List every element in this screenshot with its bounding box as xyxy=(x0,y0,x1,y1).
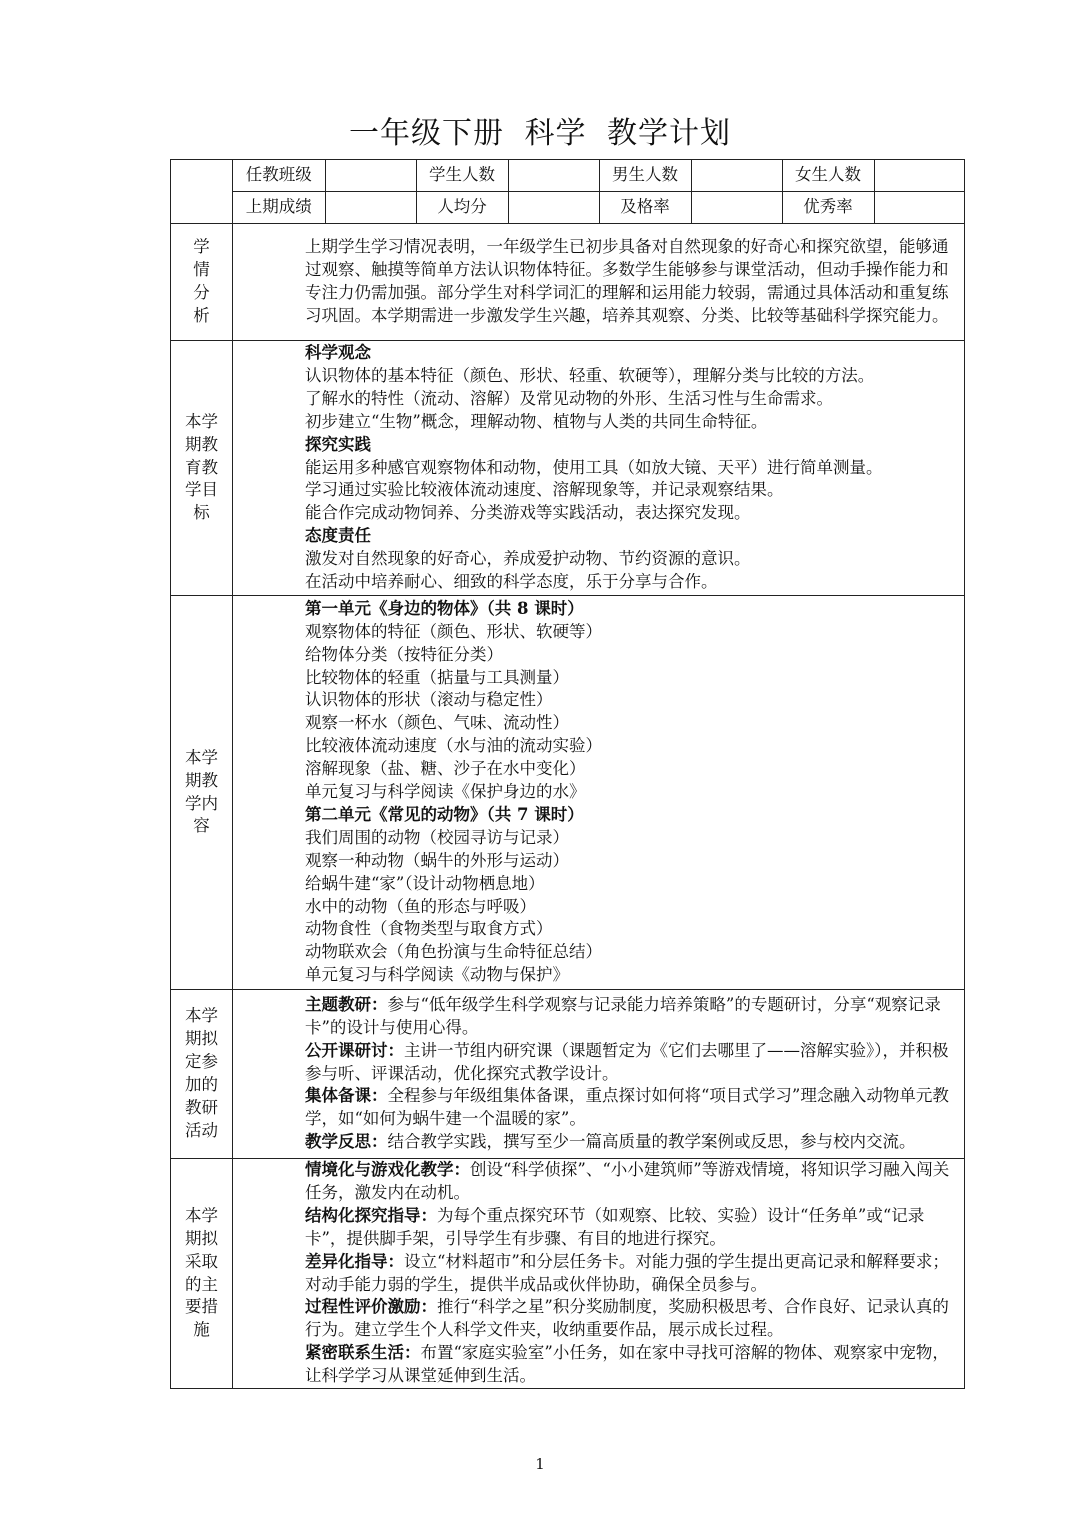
item-lead: 公开课研讨： xyxy=(305,1040,404,1060)
class-label: 任教班级 xyxy=(233,160,325,192)
students-value[interactable] xyxy=(508,160,599,192)
research-label: 本学 期拟 定参 加的 教研 活动 xyxy=(171,990,233,1159)
measure-item xyxy=(305,994,958,1040)
section-heading: 第一单元《身边的物体》（共 8 课时） xyxy=(305,598,584,618)
students-label: 学生人数 xyxy=(416,160,508,192)
content-lessons xyxy=(233,596,965,990)
list-line: 给物体分类（按特征分类） xyxy=(305,644,503,664)
item-text: 创设“科学侦探”、“小小建筑师”等游戏情境，将知识学习融入闯关任务，激发内在动机。 xyxy=(305,1160,950,1202)
item-text: 结合教学实践，撰写至少一篇高质量的教学案例或反思，参与校内交流。 xyxy=(387,1132,916,1152)
item-lead: 差异化指导： xyxy=(305,1251,404,1271)
item-text: 主讲一节组内研究课（课题暂定为《它们去哪里了——溶解实验》），并积极参与听、评课活动，优化探究式教学设计。 xyxy=(305,1040,949,1083)
section-heading: 探究实践 xyxy=(305,434,371,454)
page-number: 1 xyxy=(535,1455,545,1473)
research-row xyxy=(171,990,965,1159)
list-line: 比较液体流动速度（水与油的流动实验） xyxy=(305,736,602,756)
research-activities xyxy=(233,990,965,1159)
list-line: 单元复习与科学阅读《保护身边的水》 xyxy=(305,782,586,802)
boys-label: 男生人数 xyxy=(599,160,691,192)
measure-item xyxy=(305,1251,958,1297)
section-heading: 科学观念 xyxy=(305,343,371,363)
list-line: 观察一杯水（颜色、气味、流动性） xyxy=(305,713,569,733)
measure-item xyxy=(305,1040,958,1086)
list-line: 初步建立“生物”概念，理解动物、植物与人类的共同生命特征。 xyxy=(305,411,768,431)
item-lead: 集体备课： xyxy=(305,1086,388,1106)
section-heading: 第二单元《常见的动物》（共 7 课时） xyxy=(305,804,584,824)
goals-row xyxy=(171,341,965,596)
measure-item xyxy=(305,1205,958,1251)
teaching-plan-table xyxy=(170,159,965,1389)
item-lead: 过程性评价激励： xyxy=(305,1297,437,1317)
measure-item xyxy=(305,1131,958,1154)
class-value[interactable] xyxy=(325,160,416,192)
item-lead: 情境化与游戏化教学： xyxy=(305,1160,470,1179)
goals-content xyxy=(233,341,965,596)
measure-item xyxy=(305,1342,958,1388)
item-lead: 主题教研： xyxy=(305,994,388,1014)
list-line: 认识物体的基本特征（颜色、形状、轻重、软硬等），理解分类与比较的方法。 xyxy=(305,365,875,385)
item-text: 布置“家庭实验室”小任务，如在家中寻找可溶解的物体、观察家中宠物，让科学学习从课堂延伸到生活。 xyxy=(305,1343,949,1386)
list-line: 了解水的特性（流动、溶解）及常见动物的外形、生活习性与生命需求。 xyxy=(305,388,833,408)
pass-rate-label: 及格率 xyxy=(599,192,691,224)
list-line: 比较物体的轻重（掂量与工具测量） xyxy=(305,667,569,687)
content-row xyxy=(171,596,965,990)
measure-item xyxy=(305,1159,958,1205)
list-line: 水中的动物（鱼的形态与呼吸） xyxy=(305,896,536,916)
list-line: 观察物体的特征（颜色、形状、软硬等） xyxy=(305,621,602,641)
measure-item xyxy=(305,1085,958,1131)
content-label: 本学 期教 学内 容 xyxy=(171,596,233,990)
situation-text: 上期学生学习情况表明，一年级学生已初步具备对自然现象的好奇心和探究欲望，能够通过观察、触摸等简单方法认识物体特征。多数学生能够参与课堂活动，但动手操作能力和专注力仍需加强。部分学生对科学词汇的理解和运用能力较弱，需通过具体活动和重复练习巩固。本学期需进一步激发学生兴趣，培养其观察、分类、比较等基础科学探究能力。 xyxy=(233,224,965,341)
prev-score-value[interactable] xyxy=(325,192,416,224)
pass-rate-value[interactable] xyxy=(691,192,782,224)
list-line: 认识物体的形状（滚动与稳定性） xyxy=(305,690,553,710)
list-line: 在活动中培养耐心、细致的科学态度，乐于分享与合作。 xyxy=(305,572,718,592)
measures-row xyxy=(171,1159,965,1389)
girls-value[interactable] xyxy=(874,160,964,192)
stats-grid xyxy=(233,160,964,223)
item-lead: 教学反思： xyxy=(305,1132,388,1152)
list-line: 能合作完成动物饲养、分类游戏等实践活动，表达探究发现。 xyxy=(305,503,751,523)
item-text: 全程参与年级组集体备课，重点探讨如何将“项目式学习”理念融入动物单元教学，如“如何为蜗牛建一个温暖的家”。 xyxy=(305,1086,949,1129)
item-lead: 结构化探究指导： xyxy=(305,1205,437,1225)
goals-label: 本学 期教 育教 学目 标 xyxy=(171,341,233,596)
average-label: 人均分 xyxy=(416,192,508,224)
excellent-rate-label: 优秀率 xyxy=(782,192,874,224)
stats-row xyxy=(171,160,965,224)
situation-row xyxy=(171,224,965,341)
list-line: 溶解现象（盐、糖、沙子在水中变化） xyxy=(305,759,586,779)
section-heading: 态度责任 xyxy=(305,526,371,546)
stats-corner-cell xyxy=(171,160,233,224)
list-line: 观察一种动物（蜗牛的外形与运动） xyxy=(305,850,569,870)
item-text: 设立“材料超市”和分层任务卡。对能力强的学生提出更高记录和解释要求；对动手能力弱的学生，提供半成品或伙伴协助，确保全员参与。 xyxy=(305,1251,949,1294)
item-text: 推行“科学之星”积分奖励制度，奖励积极思考、合作良好、记录认真的行为。建立学生个人科学文件夹，收纳重要作品，展示成长过程。 xyxy=(305,1297,949,1340)
excellent-rate-value[interactable] xyxy=(874,192,964,224)
stats-cell xyxy=(233,160,965,224)
list-line: 动物食性（食物类型与取食方式） xyxy=(305,919,553,939)
prev-score-label: 上期成绩 xyxy=(233,192,325,224)
average-value[interactable] xyxy=(508,192,599,224)
item-lead: 紧密联系生活： xyxy=(305,1343,421,1363)
list-line: 学习通过实验比较液体流动速度、溶解现象等，并记录观察结果。 xyxy=(305,480,784,500)
measure-item xyxy=(305,1296,958,1342)
list-line: 我们周围的动物（校园寻访与记录） xyxy=(305,827,569,847)
list-line: 能运用多种感官观察物体和动物，使用工具（如放大镜、天平）进行简单测量。 xyxy=(305,457,883,477)
situation-label: 学 情 分 析 xyxy=(171,224,233,341)
list-line: 激发对自然现象的好奇心，养成爱护动物、节约资源的意识。 xyxy=(305,549,751,569)
item-text: 参与“低年级学生科学观察与记录能力培养策略”的专题研讨，分享“观察记录卡”的设计与使用心得。 xyxy=(305,994,941,1037)
document-title: 一年级下册 科学 教学计划 xyxy=(348,116,732,151)
item-text: 为每个重点探究环节（如观察、比较、实验）设计“任务单”或“记录卡”，提供脚手架，引导学生有步骤、有目的地进行探究。 xyxy=(305,1205,925,1248)
measures-list xyxy=(233,1159,965,1389)
list-line: 动物联欢会（角色扮演与生命特征总结） xyxy=(305,942,602,962)
list-line: 单元复习与科学阅读《动物与保护》 xyxy=(305,965,569,985)
boys-value[interactable] xyxy=(691,160,782,192)
list-line: 给蜗牛建“家”（设计动物栖息地） xyxy=(305,873,545,893)
girls-label: 女生人数 xyxy=(782,160,874,192)
measures-label: 本学 期拟 采取 的主 要措 施 xyxy=(171,1159,233,1389)
